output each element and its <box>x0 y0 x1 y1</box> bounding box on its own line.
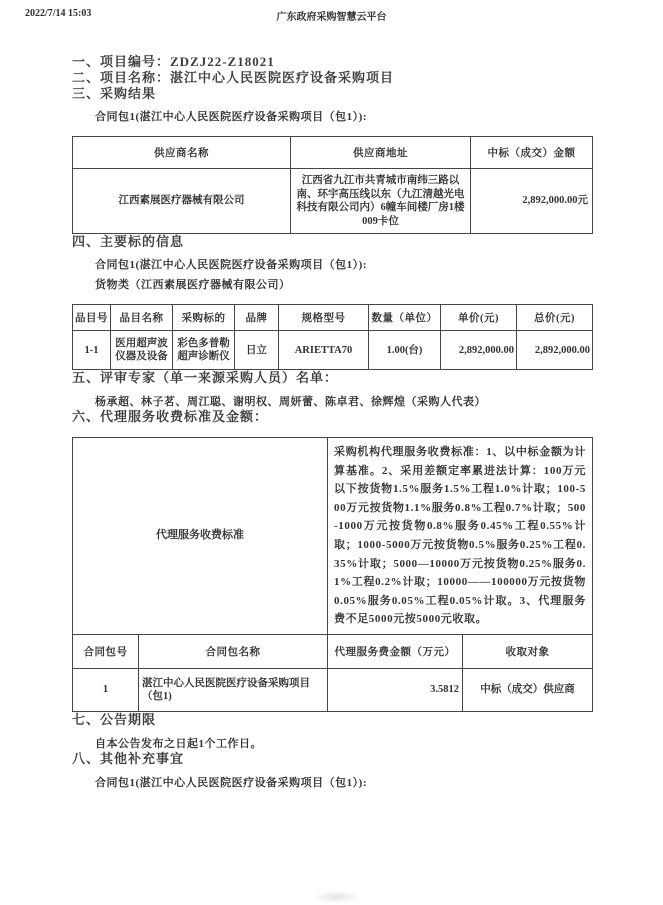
fee-standard-text-cell: 采购机构代理服务收费标准：1、以中标金额为计算基准。2、采用差额定率累进法计算：100万元以下按货物1.5%服务1.5%工程1.0%计取；100-500万元按货物1.1%服务0.8%工程0.7%计取；500-1000万元按货物0.8%服务0.45%工程0.55%计取；1000-5000万元按货物0.5%服务0.25%工程0.35%计取；5000—10000万元按货物0.25%服务0.1%工程0.2%计取；10000——100000万元按货物0.05%服务0.05%工程0.05%计取。3、代理服务费不足5000元按5000元收取。 <box>328 438 593 635</box>
award-amount-header: 中标（成交）金额 <box>471 137 593 169</box>
fee-standard-label-cell: 代理服务收费标准 <box>73 438 328 635</box>
supplier-address-cell: 江西省九江市共青城市南纬三路以南、环宇高压线以东（九江清越光电科技有限公司内）6幢车间楼厂房1楼009卡位 <box>291 169 471 234</box>
item-no-header: 品目号 <box>73 305 111 331</box>
other-matters-package-line: 合同包1(湛江中心人民医院医疗设备采购项目（包1）): <box>95 776 367 789</box>
section-project-number-heading: 一、项目编号：ZDZJ22-Z18021 <box>72 54 275 69</box>
item-total-price-header: 总价(元) <box>517 305 593 331</box>
fee-standard-row <box>73 438 593 635</box>
item-model-header: 规格型号 <box>279 305 369 331</box>
subject-package-line: 合同包1(湛江中心人民医院医疗设备采购项目（包1）): <box>95 259 367 271</box>
package-no-header: 合同包号 <box>73 634 139 668</box>
fee-payer-header: 收取对象 <box>463 634 593 668</box>
print-timestamp: 2022/7/14 15:03 <box>25 8 92 19</box>
fee-amount-header: 代理服务费金额（万元） <box>328 634 463 668</box>
document-body <box>72 54 592 790</box>
item-name-cell: 医用超声波仪器及设备 <box>111 331 173 370</box>
item-quantity-cell: 1.00(台) <box>369 331 441 370</box>
package-name-header: 合同包名称 <box>139 634 328 668</box>
fee-table-header-row <box>73 634 593 668</box>
item-unit-price-header: 单价(元) <box>441 305 517 331</box>
fee-table-data-row <box>73 668 593 711</box>
announcement-period-text: 自本公告发布之日起1个工作日。 <box>95 737 262 750</box>
item-unit-price-cell: 2,892,000.00 <box>441 331 517 370</box>
section-subject-info-heading: 四、主要标的信息 <box>72 234 185 249</box>
agency-fee-table <box>72 437 593 712</box>
item-brand-header: 品牌 <box>235 305 279 331</box>
supplier-address-header: 供应商地址 <box>291 137 471 169</box>
item-model-cell: ARIETTA70 <box>279 331 369 370</box>
subject-category-line: 货物类（江西素展医疗器械有限公司） <box>95 279 291 291</box>
supplier-table-row <box>73 169 593 234</box>
item-table-header-row <box>73 305 593 331</box>
award-amount-cell: 2,892,000.00元 <box>471 169 593 234</box>
item-total-price-cell: 2,892,000.00 <box>517 331 593 370</box>
fee-payer-cell: 中标（成交）供应商 <box>463 668 593 711</box>
supplier-table-header-row <box>73 137 593 169</box>
site-title: 广东政府采购智慧云平台 <box>276 12 387 23</box>
item-target-cell: 彩色多普勒超声诊断仪 <box>173 331 235 370</box>
supplier-table <box>72 136 593 234</box>
package-name-cell: 湛江中心人民医院医疗设备采购项目（包1) <box>139 668 328 711</box>
section-other-matters-heading: 八、其他补充事宜 <box>72 750 185 766</box>
item-no-cell: 1-1 <box>73 331 111 370</box>
print-header <box>0 8 663 22</box>
item-table-row <box>73 331 593 370</box>
package-no-cell: 1 <box>73 668 139 711</box>
scan-smudge-artifact <box>313 890 361 904</box>
fee-amount-cell: 3.5812 <box>328 668 463 711</box>
result-package-line: 合同包1(湛江中心人民医院医疗设备采购项目（包1）): <box>95 111 367 123</box>
section-project-name-heading: 二、项目名称：湛江中心人民医院医疗设备采购项目 <box>72 70 395 85</box>
item-quantity-header: 数量（单位） <box>369 305 441 331</box>
expert-names: 杨承超、林子茗、周江聪、谢明权、周妍蕾、陈卓君、徐辉煌（采购人代表） <box>95 396 486 408</box>
section-agency-fee-heading: 六、代理服务收费标准及金额： <box>72 409 269 424</box>
section-experts-heading: 五、评审专家（单一来源采购人员）名单： <box>72 370 339 385</box>
section-procurement-result-heading: 三、采购结果 <box>72 86 157 101</box>
item-table <box>72 304 593 370</box>
supplier-name-header: 供应商名称 <box>73 137 291 169</box>
item-brand-cell: 日立 <box>235 331 279 370</box>
supplier-name-cell: 江西素展医疗器械有限公司 <box>73 169 291 234</box>
item-target-header: 采购标的 <box>173 305 235 331</box>
section-announcement-period-heading: 七、公告期限 <box>72 711 157 727</box>
item-name-header: 品目名称 <box>111 305 173 331</box>
